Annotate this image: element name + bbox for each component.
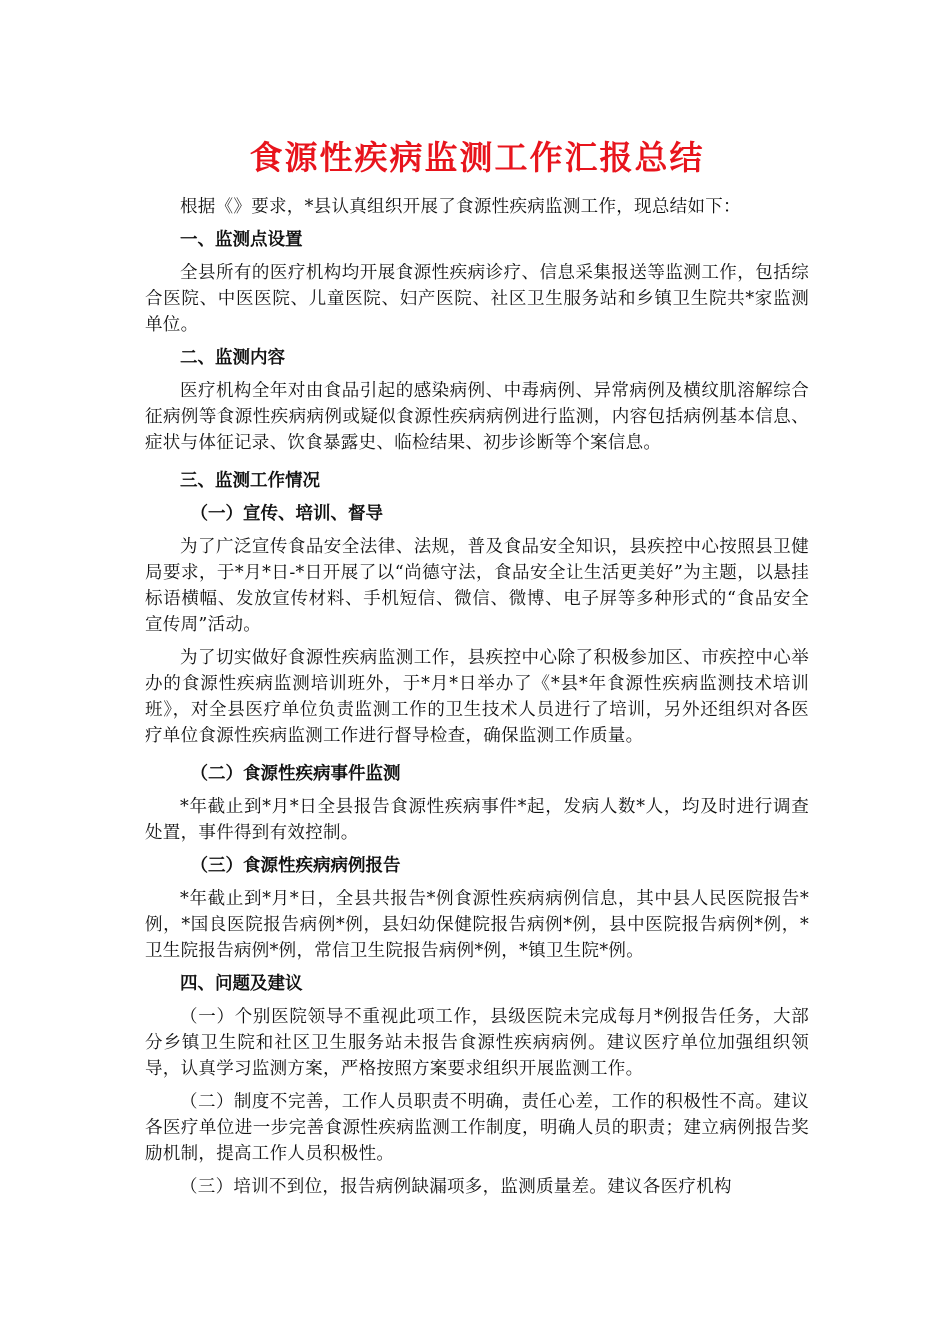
paragraph: *年截止到*月*日全县报告食源性疾病事件*起，发病人数*人，均及时进行调查处置，事件得到有效控制。 — [145, 797, 809, 843]
paragraph: 医疗机构全年对由食品引起的感染病例、中毒病例、异常病例及横纹肌溶解综合征病例等食源性疾病病例或疑似食源性疾病病例进行监测，内容包括病例基本信息、症状与体征记录、饮食暴露史、临检结果、初步诊断等个案信息。 — [145, 381, 809, 453]
paragraph: 为了广泛宣传食品安全法律、法规，普及食品安全知识，县疾控中心按照县卫健局要求，于*月*日-*日开展了以“尚德守法，食品安全让生活更美好”为主题，以悬挂标语横幅、发放宣传材料、手机短信、微信、微博、电子屏等多种形式的“食品安全宣传周”活动。 — [145, 537, 809, 635]
subsection-heading-2: （二）食源性疾病事件监测 — [190, 764, 401, 784]
section-heading-2: 二、监测内容 — [180, 348, 285, 368]
section-heading-4: 四、问题及建议 — [180, 974, 303, 994]
paragraph: （三）培训不到位，报告病例缺漏项多，监测质量差。建议各医疗机构 — [180, 1177, 732, 1197]
subsection-heading-3: （三）食源性疾病病例报告 — [190, 856, 401, 876]
paragraph: 为了切实做好食源性疾病监测工作，县疾控中心除了积极参加区、市疾控中心举办的食源性疾病监测培训班外，于*月*日举办了《*县*年食源性疾病监测技术培训班》，对全县医疗单位负责监测工作的卫生技术人员进行了培训，另外还组织对各医疗单位食源性疾病监测工作进行督导检查，确保监测工作质量。 — [145, 648, 809, 746]
document-title: 食源性疾病监测工作汇报总结 — [249, 138, 705, 177]
section-heading-3: 三、监测工作情况 — [180, 471, 320, 491]
section-heading-1: 一、监测点设置 — [180, 230, 303, 250]
paragraph: （二）制度不完善，工作人员职责不明确，责任心差，工作的积极性不高。建议各医疗单位进一步完善食源性疾病监测工作制度，明确人员的职责；建立病例报告奖励机制，提高工作人员积极性。 — [145, 1092, 809, 1164]
subsection-heading-1: （一）宣传、培训、督导 — [190, 504, 383, 524]
document-page — [145, 132, 809, 1200]
paragraph: *年截止到*月*日，全县共报告*例食源性疾病病例信息，其中县人民医院报告*例，*国良医院报告病例*例，县妇幼保健院报告病例*例，县中医院报告病例*例，*卫生院报告病例*例，常信卫生院报告病例*例，*镇卫生院*例。 — [145, 889, 809, 961]
paragraph: 全县所有的医疗机构均开展食源性疾病诊疗、信息采集报送等监测工作，包括综合医院、中医医院、儿童医院、妇产医院、社区卫生服务站和乡镇卫生院共*家监测单位。 — [145, 263, 809, 335]
intro-paragraph: 根据《》要求，*县认真组织开展了食源性疾病监测工作，现总结如下： — [180, 197, 741, 217]
paragraph: （一）个别医院领导不重视此项工作，县级医院未完成每月*例报告任务，大部分乡镇卫生院和社区卫生服务站未报告食源性疾病病例。建议医疗单位加强组织领导，认真学习监测方案，严格按照方案要求组织开展监测工作。 — [145, 1007, 809, 1079]
